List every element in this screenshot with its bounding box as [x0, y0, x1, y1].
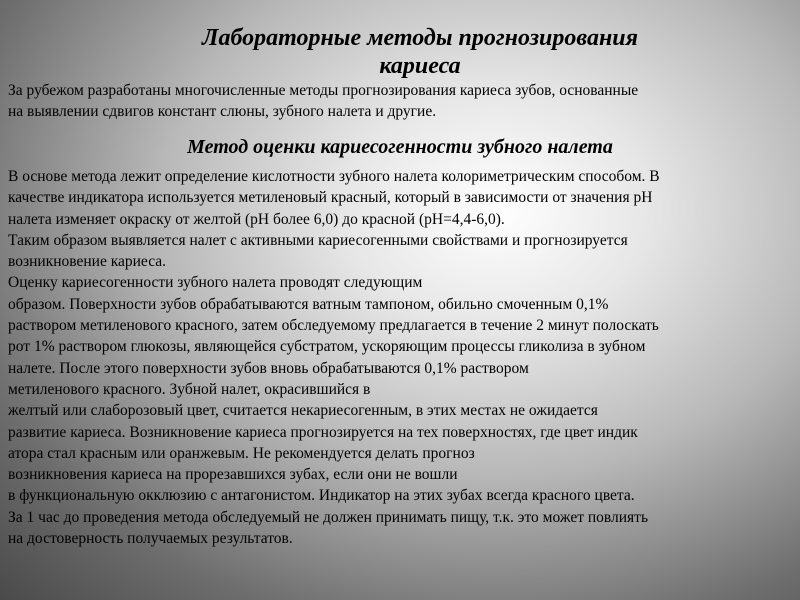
slide-title — [140, 24, 700, 80]
intro-line: на выявлении сдвигов констант слюны, зубного налета и другие. — [8, 103, 437, 120]
body-line: налете. После этого поверхности зубов вновь обрабатываются 0,1% раствором — [8, 359, 529, 377]
body-line: возникновение кариеса. — [8, 253, 167, 271]
body-line: в функциональную окклюзию с антагонистом. Индикатор на этих зубах всегда красного цвета. — [8, 487, 635, 505]
body-line: рот 1% раствором глюкозы, являющейся субстратом, ускоряющим процессы гликолиза в зубном — [8, 338, 646, 356]
body-line: желтый или слаборозовый цвет, считается некариесогенным, в этих местах не ожидается — [8, 402, 598, 420]
intro-paragraph — [8, 80, 768, 122]
body-line: Оценку кариесогенности зубного налета проводят следующим — [8, 274, 423, 292]
body-line: атора стал красным или оранжевым. Не рекомендуется делать прогноз — [8, 444, 475, 462]
body-line: метиленового красного. Зубной налет, окрасившийся в — [8, 380, 371, 398]
body-line: возникновения кариеса на прорезавшихся зубах, если они не вошли — [8, 466, 458, 484]
slide-title-line-2: кариеса — [379, 53, 461, 79]
method-description — [8, 166, 798, 549]
body-line: В основе метода лежит определение кислотности зубного налета колориметрическим способом. В — [8, 168, 660, 185]
body-line: образом. Поверхности зубов обрабатываются ватным тампоном, обильно смоченным 0,1% — [8, 295, 609, 313]
body-line: развитие кариеса. Возникновение кариеса прогнозируется на тех поверхностях, где цвет индик — [8, 423, 638, 441]
body-line: налета изменяет окраску от желтой (рН более 6,0) до красной (рН=4,4-6,0). — [8, 210, 505, 228]
body-line: За 1 час до проведения метода обследуемый не должен принимать пищу, т.к. это может повлиять — [8, 508, 649, 526]
intro-line: За рубежом разработаны многочисленные методы прогнозирования кариеса зубов, основанные — [8, 82, 639, 99]
slide-title-line-1: Лабораторные методы прогнозирования — [202, 25, 638, 51]
method-heading: Метод оценки кариесогенности зубного налета — [187, 136, 613, 158]
body-line: качестве индикатора используется метиленовый красный, который в зависимости от значения рН — [8, 189, 653, 207]
body-line: раствором метиленового красного, затем обследуемому предлагается в течение 2 минут полоскать — [8, 317, 659, 335]
body-line: на достоверность получаемых результатов. — [8, 530, 293, 548]
body-line: Таким образом выявляется налет с активными кариесогенными свойствами и прогнозируется — [8, 231, 628, 249]
